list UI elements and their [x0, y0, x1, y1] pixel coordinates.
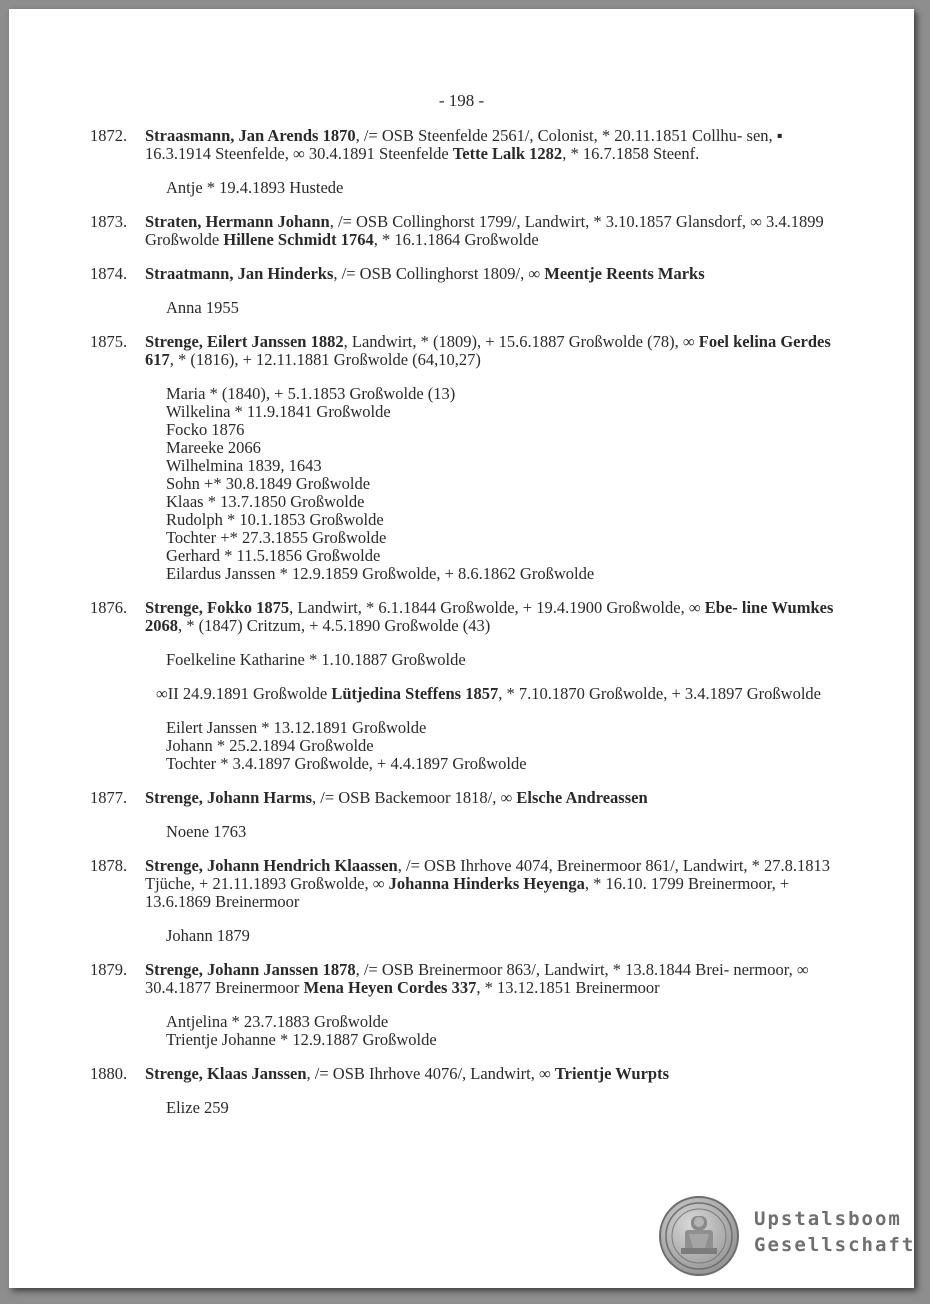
entry-text: ∞II 24.9.1891 Großwolde	[156, 684, 332, 703]
entry-text: , * 16.7.1858 Steenf.	[562, 144, 700, 163]
child-entry: Mareeke 2066	[166, 438, 261, 457]
genealogy-entry	[9, 857, 914, 945]
genealogy-entry	[9, 789, 914, 841]
entry-heading	[145, 333, 835, 369]
genealogy-entry	[9, 961, 914, 1049]
child-entry: Tochter +* 27.3.1855 Großwolde	[166, 528, 387, 547]
person-name: Hillene Schmidt 1764	[223, 230, 374, 249]
child-entry: Wilhelmina 1839, 1643	[166, 456, 322, 475]
child-entry: Elize 259	[166, 1098, 229, 1117]
entry-text: , /= OSB Breinermoor 863/, Landwirt, * 13.8.1844 Brei- nermoor, ∞ 30.4.1877 Breinermoor	[145, 960, 809, 997]
person-name: Meentje Reents Marks	[544, 264, 705, 283]
child-entry: Eilardus Janssen * 12.9.1859 Großwolde, + 8.6.1862 Großwolde	[166, 564, 595, 583]
entry-text: , Landwirt, * (1809), + 15.6.1887 Großwolde (78), ∞	[343, 332, 699, 351]
person-name: Trientje Wurpts	[554, 1064, 670, 1083]
children-list	[166, 1013, 836, 1049]
genealogy-entry	[9, 127, 914, 197]
entry-number: 1872.	[90, 126, 128, 145]
children-list	[166, 651, 836, 669]
person-name: Johanna Hinderks Heyenga	[388, 874, 585, 893]
children-list	[166, 1099, 836, 1117]
child-entry: Klaas * 13.7.1850 Großwolde	[166, 492, 365, 511]
children-list	[166, 719, 836, 773]
entry-text: , * 13.12.1851 Breinermoor	[476, 978, 660, 997]
page-number: - 198 -	[438, 91, 485, 110]
children-list	[166, 823, 836, 841]
child-entry: Trientje Johanne * 12.9.1887 Großwolde	[166, 1030, 437, 1049]
person-name: Strenge, Fokko 1875	[145, 598, 290, 617]
person-name: Foel kelina Gerdes 617	[145, 332, 831, 369]
entry-heading	[145, 213, 835, 249]
genealogy-entry	[9, 213, 914, 249]
child-entry: Maria * (1840), + 5.1.1853 Großwolde (13)	[166, 384, 456, 403]
person-name: Elsche Andreassen	[516, 788, 648, 807]
entry-text: , * 16.1.1864 Großwolde	[373, 230, 539, 249]
entry-text: , /= OSB Backemoor 1818/, ∞	[312, 788, 517, 807]
children-list	[166, 299, 836, 317]
entry-text: , /= OSB Steenfelde 2561/, Colonist, * 20.11.1851 Collhu- sen, ▪ 16.3.1914 Steenfelde, ∞ 30.4.1891 Steenfelde	[145, 126, 783, 163]
person-name: Straasmann, Jan Arends 1870	[145, 126, 356, 145]
entry-text: , /= OSB Collinghorst 1799/, Landwirt, * 3.10.1857 Glansdorf, ∞ 3.4.1899 Großwolde	[145, 212, 824, 249]
entry-number: 1879.	[90, 960, 128, 979]
person-name: Strenge, Klaas Janssen	[145, 1064, 307, 1083]
child-entry: Rudolph * 10.1.1853 Großwolde	[166, 510, 384, 529]
children-list	[166, 927, 836, 945]
logo-line-2: Gesellschaft	[754, 1234, 916, 1256]
entry-list	[9, 127, 914, 1133]
entry-heading	[145, 265, 835, 283]
child-entry: Antje * 19.4.1893 Hustede	[166, 178, 344, 197]
entry-number: 1875.	[90, 332, 128, 351]
entry-text: , * (1847) Critzum, + 4.5.1890 Großwolde (43)	[178, 616, 491, 635]
seal-icon	[659, 1196, 739, 1276]
person-name: Tette Lalk 1282	[452, 144, 563, 163]
person-name: Strenge, Johann Harms	[145, 788, 312, 807]
entry-text: , * (1816), + 12.11.1881 Großwolde (64,10,27)	[169, 350, 481, 369]
entry-heading	[145, 1065, 835, 1083]
entry-heading	[145, 599, 835, 635]
entry-text: , * 7.10.1870 Großwolde, + 3.4.1897 Großwolde	[498, 684, 821, 703]
entry-number: 1880.	[90, 1064, 128, 1083]
child-entry: Sohn +* 30.8.1849 Großwolde	[166, 474, 371, 493]
genealogy-entry	[9, 333, 914, 583]
child-entry: Noene 1763	[166, 822, 247, 841]
second-marriage	[145, 685, 835, 703]
document-page	[9, 9, 914, 1288]
child-entry: Eilert Janssen * 13.12.1891 Großwolde	[166, 718, 427, 737]
child-entry: Gerhard * 11.5.1856 Großwolde	[166, 546, 381, 565]
entry-text: , * 16.10. 1799 Breinermoor, + 13.6.1869 Breinermoor	[145, 874, 790, 911]
entry-heading	[145, 789, 835, 807]
logo-line-1: Upstalsboom	[754, 1208, 902, 1230]
logo-text	[754, 1206, 914, 1258]
person-name: Strenge, Eilert Janssen 1882	[145, 332, 344, 351]
entry-heading	[145, 961, 835, 997]
children-list	[166, 385, 836, 583]
person-name: Ebe- line Wumkes 2068	[145, 598, 834, 635]
entry-number: 1876.	[90, 598, 128, 617]
person-name: Straten, Hermann Johann	[145, 212, 330, 231]
child-entry: Foelkeline Katharine * 1.10.1887 Großwolde	[166, 650, 466, 669]
person-name: Mena Heyen Cordes 337	[303, 978, 477, 997]
entry-heading	[145, 127, 835, 163]
child-entry: Johann * 25.2.1894 Großwolde	[166, 736, 374, 755]
entry-text: , /= OSB Ihrhove 4074, Breinermoor 861/, Landwirt, * 27.8.1813 Tjüche, + 21.11.1893 Großwolde, ∞	[145, 856, 831, 893]
child-entry: Focko 1876	[166, 420, 245, 439]
entry-text: , Landwirt, * 6.1.1844 Großwolde, + 19.4.1900 Großwolde, ∞	[289, 598, 705, 617]
person-name: Strenge, Johann Janssen 1878	[145, 960, 356, 979]
genealogy-entry	[9, 1065, 914, 1117]
publisher-logo	[659, 1196, 916, 1278]
entry-text: , /= OSB Ihrhove 4076/, Landwirt, ∞	[306, 1064, 555, 1083]
entry-number: 1874.	[90, 264, 128, 283]
children-list	[166, 179, 836, 197]
entry-number: 1878.	[90, 856, 128, 875]
child-entry: Anna 1955	[166, 298, 239, 317]
child-entry: Tochter * 3.4.1897 Großwolde, + 4.4.1897 Großwolde	[166, 754, 527, 773]
genealogy-entry	[9, 265, 914, 317]
genealogy-entry	[9, 599, 914, 773]
person-name: Straatmann, Jan Hinderks	[145, 264, 334, 283]
entry-number: 1873.	[90, 212, 128, 231]
child-entry: Wilkelina * 11.9.1841 Großwolde	[166, 402, 391, 421]
child-entry: Antjelina * 23.7.1883 Großwolde	[166, 1012, 389, 1031]
entry-text: , /= OSB Collinghorst 1809/, ∞	[333, 264, 545, 283]
person-name: Lütjedina Steffens 1857	[331, 684, 499, 703]
person-name: Strenge, Johann Hendrich Klaassen	[145, 856, 398, 875]
entry-number: 1877.	[90, 788, 128, 807]
child-entry: Johann 1879	[166, 926, 250, 945]
entry-heading	[145, 857, 835, 911]
